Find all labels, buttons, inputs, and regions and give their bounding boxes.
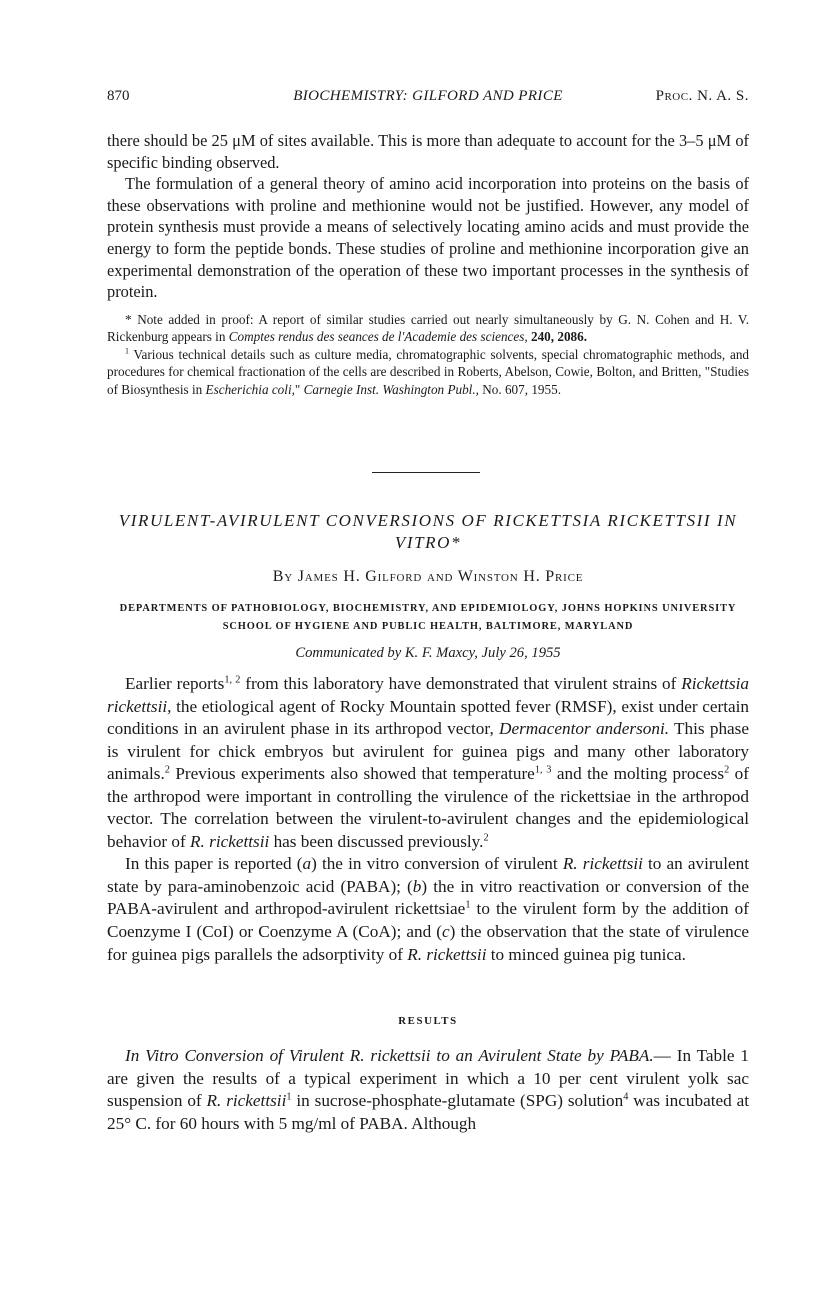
- footnote-marker: 1: [125, 346, 129, 356]
- footnote-proof: * Note added in proof: A report of similar studies carried out nearly simultaneously by G. N. Cohen and H. V. Rickenburg appears in Comptes rendus des seances de l'Academie des sciences, 240, 2086.: [107, 312, 749, 345]
- page-number: 870: [107, 88, 130, 104]
- article-title: VIRULENT-AVIRULENT CONVERSIONS OF RICKETTSIA RICKETTSII IN VITRO*: [118, 511, 738, 552]
- journal-name: Proc. N. A. S.: [655, 88, 749, 104]
- footnotes: [107, 311, 749, 398]
- affiliation-line: DEPARTMENTS OF PATHOBIOLOGY, BIOCHEMISTRY, AND EPIDEMIOLOGY, JOHNS HOPKINS UNIVERSITY: [119, 603, 737, 614]
- author-affiliation: [107, 600, 749, 635]
- article-separator-rule: [372, 472, 480, 473]
- footnote-1: $^1$ Various technical details such as culture media, chromatographic solvents, special chromatographic methods, and procedures for chemical fractionation of the cells are described in Roberts, Abelson, Cowie, Bolton, and Britten, "Studies of Biosynthesis in Escherichia coli," Carnegie Inst. Washington Publ., No. 607, 1955.: [107, 346, 750, 397]
- paragraph: The formulation of a general theory of amino acid incorporation into proteins on the basis of these observations with proline and methionine would not be justified. However, any model of protein synthesis must provide a means of selectively locating amino acids and must provide the energy to form the peptide bonds. These studies of proline and methionine incorporation give an experimental demonstration of the operation of these two important processes in the synthesis of protein.: [107, 174, 749, 302]
- communicated-line: Communicated by K. F. Maxcy, July 26, 1955: [295, 645, 561, 661]
- section-heading: RESULTS: [398, 1015, 458, 1027]
- results-text: [107, 1045, 749, 1135]
- previous-article-text: [107, 130, 749, 303]
- results-paragraph: In Vitro Conversion of Virulent R. rickettsii to an Avirulent State by PABA.— In Table 1 are given the results of a typical experiment in which a 10 per cent virulent yolk sac suspension of R. rickettsii$^1$ in sucrose-phosphate-glutamate (SPG) solution$^4$ was incubated at 25° C. for 60 hours with 5 mg/ml of PABA. Although: [107, 1046, 750, 1133]
- intro-paragraph: Earlier reports$^{1, 2}$ from this laboratory have demonstrated that virulent strains of Rickettsia rickettsii, the etiological agent of Rocky Mountain spotted fever (RMSF), exist under certain conditions in an avirulent phase in its arthropod vector, Dermacentor andersoni. This phase is virulent for chick embryos but avirulent for guinea pigs and many other laboratory animals.$^2$ Previous experiments also showed that temperature$^{1, 3}$ and the molting process$^2$ of the arthropod were important in controlling the virulence of the rickettsiae in the arthropod vector. The correlation between the virulent-to-avirulent changes and the epidemiological behavior of R. rickettsii has been discussed previously.$^2$: [107, 674, 750, 851]
- running-header: [107, 88, 749, 110]
- affiliation-line: SCHOOL OF HYGIENE AND PUBLIC HEALTH, BALTIMORE, MARYLAND: [222, 620, 634, 632]
- article-byline: By James H. Gilford and Winston H. Price: [272, 568, 584, 585]
- footnote-marker: *: [125, 312, 132, 327]
- results-subheading: In Vitro Conversion of Virulent R. rickettsii to an Avirulent State by PABA.: [125, 1046, 654, 1065]
- report-paragraph: In this paper is reported (a) the in vitro conversion of virulent R. rickettsii to an avirulent state by para-aminobenzoic acid (PABA); (b) the in vitro reactivation or conversion of the PABA-avirulent and arthropod-avirulent rickettsiae$^1$ to the virulent form by the addition of Coenzyme I (CoI) or Coenzyme A (CoA); and (c) the observation that the state of virulence for guinea pigs parallels the adsorptivity of R. rickettsii to minced guinea pig tunica.: [107, 854, 750, 964]
- paragraph: there should be 25 μM of sites available. This is more than adequate to account for the 3–5 μM of specific binding observed.: [107, 131, 749, 172]
- article-body: [107, 673, 749, 966]
- running-title: BIOCHEMISTRY: GILFORD AND PRICE: [293, 88, 563, 104]
